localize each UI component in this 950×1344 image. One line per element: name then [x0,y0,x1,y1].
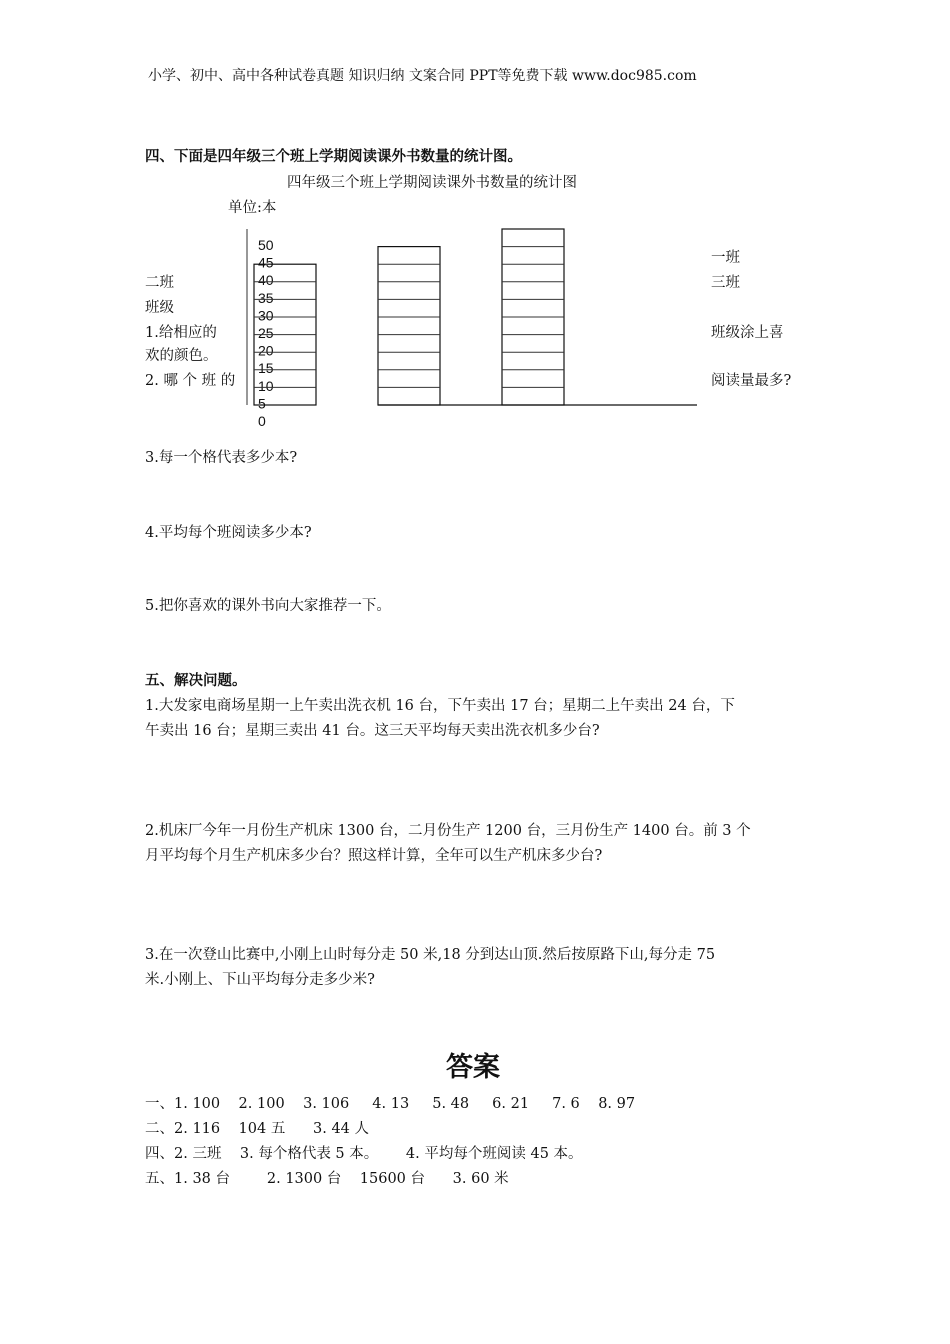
answer-line-3: 四、2. 三班 3. 每个格代表 5 本。 4. 平均每个班阅读 45 本。 [145,1146,583,1162]
y-tick-label: 40 [258,272,274,289]
problem-1-line-1: 1.大发家电商场星期一上午卖出洗衣机 16 台，下午卖出 17 台；星期二上午卖出 24 台，下 [145,698,735,714]
side-left-2: 1.给相应的 [145,325,217,341]
side-right-0: 一班 [711,250,740,266]
problem-1-line-2: 午卖出 16 台；星期三卖出 41 台。这三天平均每天卖出洗衣机多少台? [145,723,600,739]
side-left-0: 二班 [145,275,174,291]
section4-heading: 四、下面是四年级三个班上学期阅读课外书数量的统计图。 [145,148,522,165]
chart-unit: 单位:本 [228,200,277,216]
bar-2 [378,247,440,405]
y-tick-label: 45 [258,254,274,271]
question-4: 4.平均每个班阅读多少本? [145,525,312,541]
page-header: 小学、初中、高中各种试卷真题 知识归纳 文案合同 PPT等免费下载 www.doc985.com [148,68,697,84]
problem-2-line-2: 月平均每个月生产机床多少台？照这样计算，全年可以生产机床多少台? [145,848,603,864]
y-tick-label: 30 [258,307,274,324]
answers-title: 答案 [446,1052,500,1083]
bar-chart [0,0,950,450]
y-tick-label: 0 [258,413,266,429]
y-tick-label: 10 [258,377,274,394]
side-right-1: 三班 [711,275,740,291]
side-right-2: 班级涂上喜 [711,325,784,341]
y-tick-label: 15 [258,360,274,377]
side-left-3: 欢的颜色。 [145,348,218,364]
chart-title: 四年级三个班上学期阅读课外书数量的统计图 [287,175,577,191]
answer-line-1: 一、1. 100 2. 100 3. 106 4. 13 5. 48 6. 21 7. 6 8. 97 [145,1096,636,1112]
y-tick-label: 50 [258,237,274,253]
side-right-3: 阅读量最多? [711,373,792,389]
y-tick-label: 35 [258,289,274,306]
y-tick-label: 25 [258,325,274,341]
problem-3-line-2: 米.小刚上、下山平均每分走多少米? [145,972,375,988]
side-left-4: 2. 哪 个 班 的 [145,373,236,389]
question-3: 3.每一个格代表多少本? [145,450,298,466]
side-left-1: 班级 [145,300,174,316]
problem-2-line-1: 2.机床厂今年一月份生产机床 1300 台，二月份生产 1200 台，三月份生产 1400 台。前 3 个 [145,823,751,839]
y-tick-label: 5 [258,395,266,412]
answer-line-2: 二、2. 116 104 五 3. 44 人 [145,1121,369,1137]
question-5: 5.把你喜欢的课外书向大家推荐一下。 [145,598,391,614]
answer-line-4: 五、1. 38 台 2. 1300 台 15600 台 3. 60 米 [145,1171,509,1187]
problem-3-line-1: 3.在一次登山比赛中,小刚上山时每分走 50 米,18 分到达山顶.然后按原路下山,每分走 75 [145,947,716,963]
section5-heading: 五、解决问题。 [145,672,247,689]
y-tick-label: 20 [258,342,274,359]
